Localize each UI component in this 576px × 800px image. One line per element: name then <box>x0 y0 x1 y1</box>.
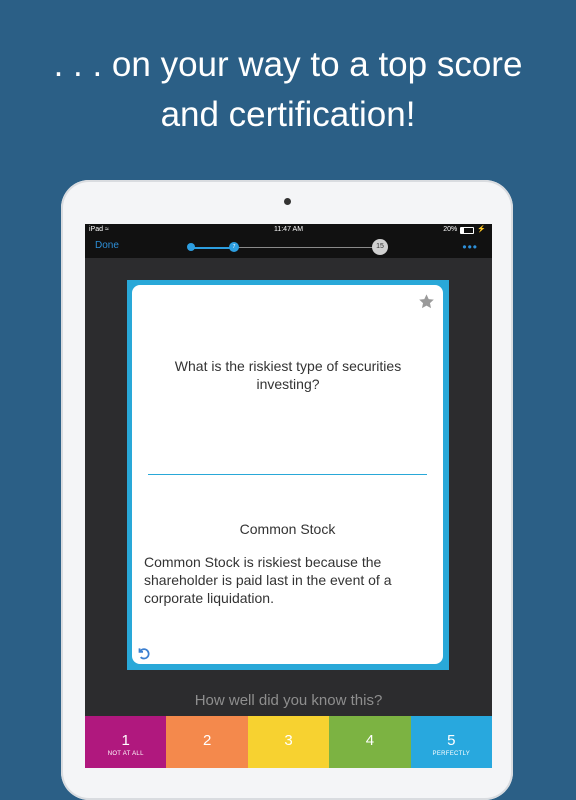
battery-percent: 20% <box>443 226 458 233</box>
app-screen <box>85 224 492 768</box>
rating-button-3[interactable] <box>248 716 329 768</box>
rating-button-2[interactable] <box>166 716 247 768</box>
rating-button-1[interactable] <box>85 716 166 768</box>
rating-caption: PERFECTLY <box>432 751 471 757</box>
rating-number: 3 <box>284 732 293 749</box>
card-divider <box>148 474 427 475</box>
rating-button-4[interactable] <box>329 716 410 768</box>
clock: 11:47 AM <box>273 226 304 233</box>
rating-button-5[interactable] <box>411 716 492 768</box>
rating-prompt: How well did you know this? <box>194 692 383 709</box>
rating-number: 1 <box>121 732 130 749</box>
battery-icon <box>460 227 474 234</box>
star-icon[interactable] <box>418 293 435 310</box>
wifi-icon: ≈ <box>104 226 109 233</box>
headline-line-1: . . . on your way to a top score <box>53 45 523 84</box>
battery-status <box>443 224 486 236</box>
rating-number: 4 <box>365 732 375 749</box>
more-options-button[interactable]: ••• <box>462 240 478 254</box>
progress-fill <box>190 247 234 249</box>
device-label: iPad ≈ <box>89 226 109 233</box>
rating-bar <box>85 716 492 768</box>
status-bar <box>85 224 492 236</box>
headline-line-2: and certification! <box>160 95 416 134</box>
progress-start-dot <box>187 243 195 251</box>
flashcard-frame <box>127 280 449 670</box>
question-text: What is the riskiest type of securities investing? <box>174 358 402 392</box>
rating-number: 5 <box>447 732 456 749</box>
camera-dot <box>284 198 291 205</box>
undo-icon[interactable] <box>136 646 150 660</box>
charging-icon: ⚡ <box>477 226 486 233</box>
rating-number: 2 <box>202 732 212 749</box>
progress-current-marker[interactable]: 7 <box>229 242 239 252</box>
headline <box>0 40 576 140</box>
flashcard <box>132 285 443 664</box>
nav-bar <box>85 236 492 258</box>
progress-total-badge: 15 <box>372 239 388 255</box>
answer-explanation: Common Stock is riskiest because the shareholder is paid last in the event of a corporate liquidation. <box>144 554 392 606</box>
answer-title: Common Stock <box>239 521 336 537</box>
done-button[interactable]: Done <box>95 240 119 251</box>
rating-caption: NOT AT ALL <box>107 751 144 757</box>
